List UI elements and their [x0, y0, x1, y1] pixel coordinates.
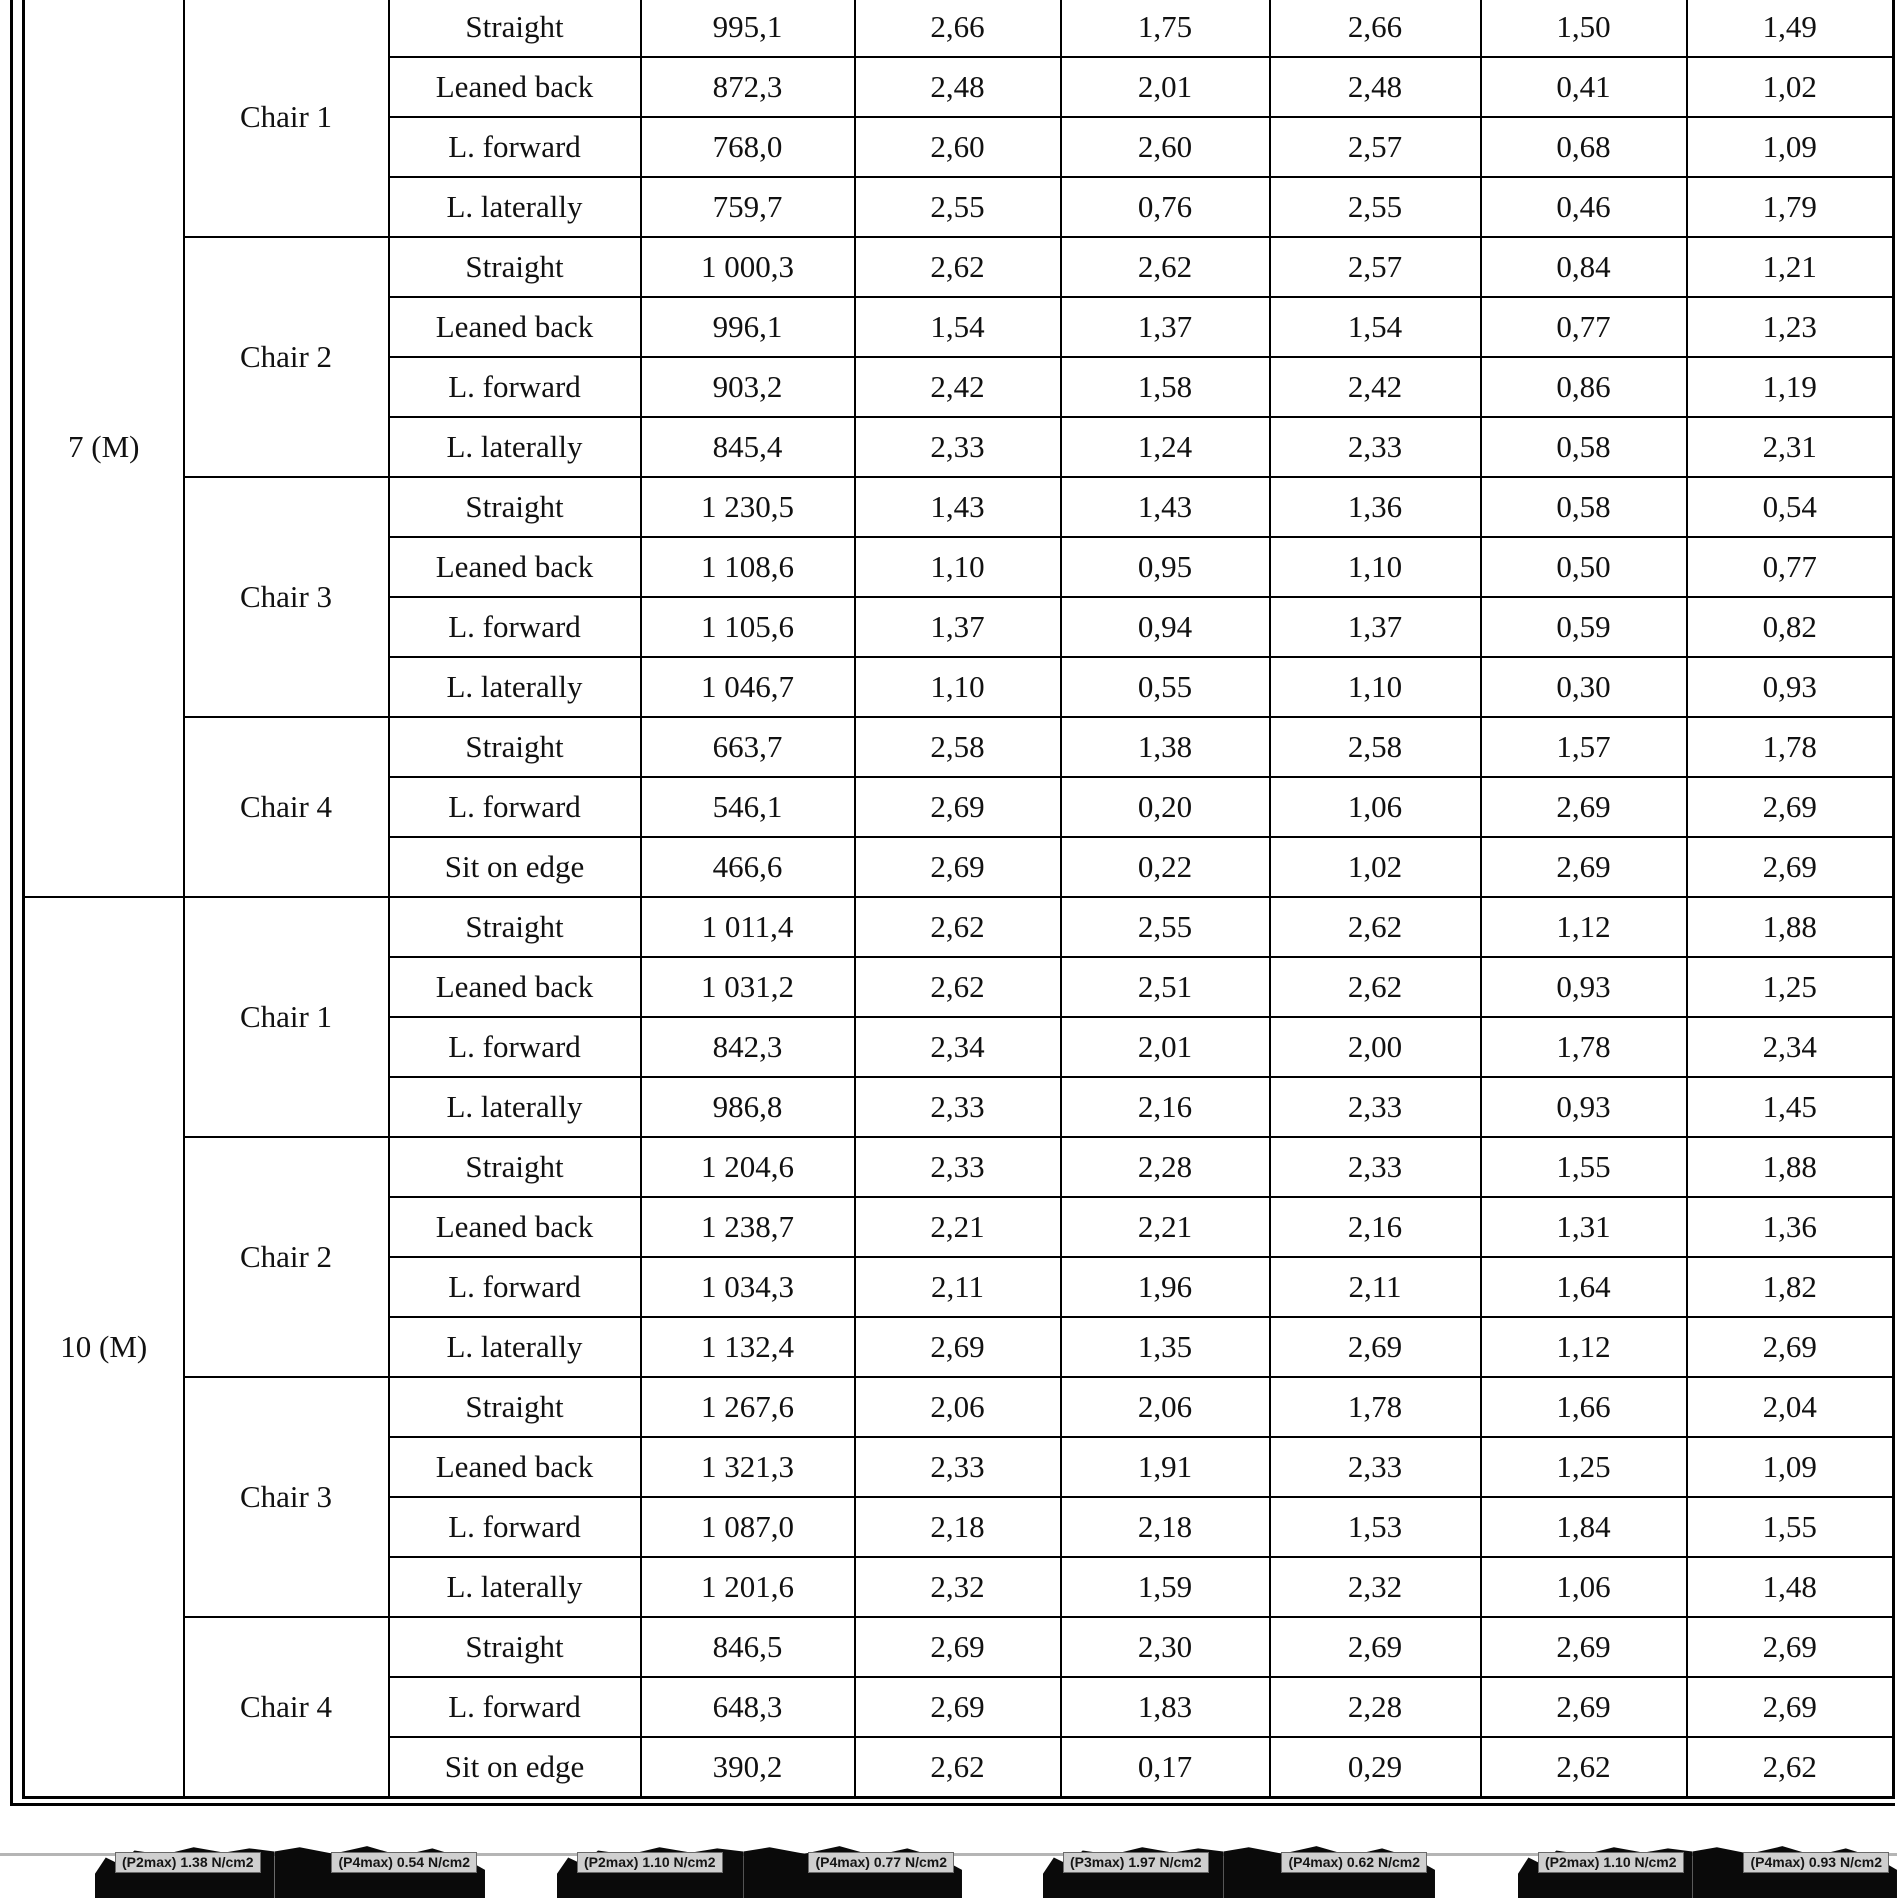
- pressure-value-cell: 2,33: [1270, 1437, 1481, 1497]
- force-cell: 1 267,6: [641, 1377, 855, 1437]
- table-row: [24, 1617, 1894, 1677]
- pressure-value-cell: 0,68: [1481, 117, 1687, 177]
- pressure-value-cell: 1,25: [1481, 1437, 1687, 1497]
- pressure-value-cell: 2,34: [855, 1017, 1061, 1077]
- pressure-max-label: (P4max) 0.77 N/cm2: [808, 1852, 954, 1873]
- table-row: [24, 477, 1894, 537]
- pressure-value-cell: 0,59: [1481, 597, 1687, 657]
- pressure-value-cell: 1,02: [1687, 57, 1894, 117]
- pressure-value-cell: 1,50: [1481, 0, 1687, 57]
- pressure-max-label: (P2max) 1.10 N/cm2: [1538, 1852, 1684, 1873]
- pressure-value-cell: 2,69: [855, 777, 1061, 837]
- posture-cell: L. forward: [389, 1017, 641, 1077]
- posture-cell: L. laterally: [389, 177, 641, 237]
- posture-cell: Sit on edge: [389, 837, 641, 897]
- posture-cell: L. forward: [389, 1257, 641, 1317]
- force-cell: 759,7: [641, 177, 855, 237]
- table-row: [24, 237, 1894, 297]
- posture-cell: L. laterally: [389, 1077, 641, 1137]
- pressure-value-cell: 2,69: [1687, 1317, 1894, 1377]
- posture-cell: Leaned back: [389, 957, 641, 1017]
- pressure-max-label: (P2max) 1.38 N/cm2: [115, 1852, 261, 1873]
- pressure-value-cell: 1,96: [1061, 1257, 1270, 1317]
- pressure-value-cell: 2,33: [1270, 1137, 1481, 1197]
- pressure-value-cell: 2,69: [855, 1617, 1061, 1677]
- pressure-value-cell: 0,54: [1687, 477, 1894, 537]
- pressure-value-cell: 1,06: [1270, 777, 1481, 837]
- pressure-value-cell: 2,62: [1270, 957, 1481, 1017]
- pressure-value-cell: 1,36: [1270, 477, 1481, 537]
- pressure-value-cell: 2,60: [855, 117, 1061, 177]
- pressure-value-cell: 1,09: [1687, 1437, 1894, 1497]
- force-cell: 1 238,7: [641, 1197, 855, 1257]
- force-cell: 546,1: [641, 777, 855, 837]
- pressure-value-cell: 1,79: [1687, 177, 1894, 237]
- posture-cell: Straight: [389, 717, 641, 777]
- subject-cell: 7 (M): [24, 0, 184, 897]
- table-bottom-double-rule: [13, 1799, 1895, 1806]
- force-cell: 996,1: [641, 297, 855, 357]
- pressure-value-cell: 2,58: [1270, 717, 1481, 777]
- pressure-value-cell: 2,69: [1687, 777, 1894, 837]
- pressure-value-cell: 2,69: [855, 1677, 1061, 1737]
- pressure-value-cell: 1,23: [1687, 297, 1894, 357]
- posture-cell: L. forward: [389, 597, 641, 657]
- pressure-value-cell: 2,11: [1270, 1257, 1481, 1317]
- posture-cell: L. laterally: [389, 657, 641, 717]
- pressure-value-cell: 1,82: [1687, 1257, 1894, 1317]
- pressure-value-cell: 0,77: [1481, 297, 1687, 357]
- pressure-value-cell: 2,28: [1270, 1677, 1481, 1737]
- pressure-value-cell: 1,78: [1270, 1377, 1481, 1437]
- pressure-value-cell: 1,10: [1270, 657, 1481, 717]
- pressure-value-cell: 0,93: [1481, 1077, 1687, 1137]
- pressure-value-cell: 1,06: [1481, 1557, 1687, 1617]
- chair-cell: Chair 2: [184, 237, 389, 477]
- force-cell: 1 000,3: [641, 237, 855, 297]
- pressure-value-cell: 2,62: [1687, 1737, 1894, 1798]
- posture-cell: Leaned back: [389, 1437, 641, 1497]
- posture-cell: L. forward: [389, 1497, 641, 1557]
- pressure-value-cell: 2,66: [1270, 0, 1481, 57]
- pressure-value-cell: 2,33: [1270, 417, 1481, 477]
- table-row: [24, 717, 1894, 777]
- pressure-table: [22, 0, 1895, 1799]
- pressure-value-cell: 2,21: [1061, 1197, 1270, 1257]
- pressure-value-cell: 2,18: [1061, 1497, 1270, 1557]
- chair-cell: Chair 2: [184, 1137, 389, 1377]
- pressure-value-cell: 0,50: [1481, 537, 1687, 597]
- pressure-value-cell: 1,75: [1061, 0, 1270, 57]
- pressure-value-cell: 2,04: [1687, 1377, 1894, 1437]
- pressure-value-cell: 1,88: [1687, 1137, 1894, 1197]
- pressure-max-label: (P2max) 1.10 N/cm2: [577, 1852, 723, 1873]
- pressure-value-cell: 2,69: [1481, 1617, 1687, 1677]
- pressure-value-cell: 2,57: [1270, 237, 1481, 297]
- pressure-value-cell: 1,24: [1061, 417, 1270, 477]
- table-row: [24, 1137, 1894, 1197]
- pressure-value-cell: 2,33: [855, 1077, 1061, 1137]
- pressure-value-cell: 2,42: [855, 357, 1061, 417]
- pressure-max-label: (P4max) 0.93 N/cm2: [1743, 1852, 1889, 1873]
- pressure-value-cell: 0,77: [1687, 537, 1894, 597]
- pressure-value-cell: 0,84: [1481, 237, 1687, 297]
- pressure-value-cell: 2,33: [1270, 1077, 1481, 1137]
- force-cell: 1 321,3: [641, 1437, 855, 1497]
- pressure-value-cell: 1,25: [1687, 957, 1894, 1017]
- pressure-value-cell: 0,20: [1061, 777, 1270, 837]
- force-cell: 1 034,3: [641, 1257, 855, 1317]
- posture-cell: Leaned back: [389, 297, 641, 357]
- force-cell: 986,8: [641, 1077, 855, 1137]
- force-cell: 1 105,6: [641, 597, 855, 657]
- pressure-value-cell: 2,62: [855, 957, 1061, 1017]
- pressure-value-cell: 0,93: [1687, 657, 1894, 717]
- pressure-value-cell: 2,69: [1687, 1617, 1894, 1677]
- pressure-value-cell: 2,32: [855, 1557, 1061, 1617]
- pressure-value-cell: 0,22: [1061, 837, 1270, 897]
- force-cell: 1 132,4: [641, 1317, 855, 1377]
- pressure-value-cell: 1,49: [1687, 0, 1894, 57]
- pressure-value-cell: 1,37: [1270, 597, 1481, 657]
- pressure-value-cell: 0,94: [1061, 597, 1270, 657]
- pressure-value-cell: 0,30: [1481, 657, 1687, 717]
- pressure-value-cell: 2,01: [1061, 1017, 1270, 1077]
- posture-cell: L. forward: [389, 117, 641, 177]
- pressure-value-cell: 0,41: [1481, 57, 1687, 117]
- posture-cell: Straight: [389, 1137, 641, 1197]
- force-cell: 872,3: [641, 57, 855, 117]
- pressure-value-cell: 1,43: [1061, 477, 1270, 537]
- pressure-value-cell: 2,69: [855, 1317, 1061, 1377]
- pressure-value-cell: 2,58: [855, 717, 1061, 777]
- pressure-value-cell: 0,58: [1481, 477, 1687, 537]
- pressure-value-cell: 0,17: [1061, 1737, 1270, 1798]
- pressure-value-cell: 1,12: [1481, 1317, 1687, 1377]
- pressure-value-cell: 2,31: [1687, 417, 1894, 477]
- pressure-value-cell: 0,58: [1481, 417, 1687, 477]
- pressure-value-cell: 2,11: [855, 1257, 1061, 1317]
- pressure-value-cell: 1,09: [1687, 117, 1894, 177]
- pressure-value-cell: 2,57: [1270, 117, 1481, 177]
- posture-cell: L. forward: [389, 1677, 641, 1737]
- pressure-value-cell: 2,69: [1687, 1677, 1894, 1737]
- pressure-value-cell: 2,60: [1061, 117, 1270, 177]
- posture-cell: L. forward: [389, 777, 641, 837]
- pressure-value-cell: 1,10: [855, 657, 1061, 717]
- pressure-map-figure-strip: [0, 1840, 1897, 1898]
- pressure-value-cell: 1,84: [1481, 1497, 1687, 1557]
- force-cell: 845,4: [641, 417, 855, 477]
- pressure-value-cell: 2,06: [1061, 1377, 1270, 1437]
- pressure-value-cell: 1,54: [1270, 297, 1481, 357]
- pressure-value-cell: 2,33: [855, 1137, 1061, 1197]
- posture-cell: Straight: [389, 1617, 641, 1677]
- pressure-value-cell: 2,62: [855, 1737, 1061, 1798]
- pressure-value-cell: 1,78: [1481, 1017, 1687, 1077]
- pressure-value-cell: 1,19: [1687, 357, 1894, 417]
- pressure-value-cell: 1,10: [1270, 537, 1481, 597]
- force-cell: 846,5: [641, 1617, 855, 1677]
- chair-cell: Chair 3: [184, 1377, 389, 1617]
- force-cell: 663,7: [641, 717, 855, 777]
- pressure-value-cell: 1,83: [1061, 1677, 1270, 1737]
- pressure-value-cell: 2,69: [1270, 1617, 1481, 1677]
- force-cell: 1 031,2: [641, 957, 855, 1017]
- pressure-value-cell: 2,66: [855, 0, 1061, 57]
- posture-cell: Leaned back: [389, 57, 641, 117]
- pressure-value-cell: 1,45: [1687, 1077, 1894, 1137]
- pressure-value-cell: 1,55: [1687, 1497, 1894, 1557]
- pressure-value-cell: 2,33: [855, 417, 1061, 477]
- pressure-value-cell: 2,69: [855, 837, 1061, 897]
- pressure-value-cell: 2,34: [1687, 1017, 1894, 1077]
- chair-cell: Chair 3: [184, 477, 389, 717]
- pressure-value-cell: 2,69: [1270, 1317, 1481, 1377]
- pressure-value-cell: 2,62: [855, 237, 1061, 297]
- pressure-value-cell: 1,59: [1061, 1557, 1270, 1617]
- table-row: [24, 0, 1894, 57]
- posture-cell: Straight: [389, 1377, 641, 1437]
- pressure-value-cell: 1,35: [1061, 1317, 1270, 1377]
- pressure-value-cell: 1,78: [1687, 717, 1894, 777]
- pressure-value-cell: 2,55: [1270, 177, 1481, 237]
- posture-cell: L. laterally: [389, 1317, 641, 1377]
- force-cell: 842,3: [641, 1017, 855, 1077]
- chair-cell: Chair 1: [184, 0, 389, 237]
- posture-cell: Sit on edge: [389, 1737, 641, 1798]
- posture-cell: L. laterally: [389, 1557, 641, 1617]
- pressure-value-cell: 0,55: [1061, 657, 1270, 717]
- pressure-value-cell: 2,28: [1061, 1137, 1270, 1197]
- pressure-value-cell: 1,36: [1687, 1197, 1894, 1257]
- pressure-table-container: [10, 0, 1895, 1806]
- pressure-value-cell: 1,64: [1481, 1257, 1687, 1317]
- subject-cell: 10 (M): [24, 897, 184, 1798]
- force-cell: 390,2: [641, 1737, 855, 1798]
- table-row: [24, 897, 1894, 957]
- pressure-max-label: (P3max) 1.97 N/cm2: [1063, 1852, 1209, 1873]
- pressure-value-cell: 1,21: [1687, 237, 1894, 297]
- pressure-max-label: (P4max) 0.54 N/cm2: [331, 1852, 477, 1873]
- pressure-value-cell: 2,18: [855, 1497, 1061, 1557]
- pressure-max-label: (P4max) 0.62 N/cm2: [1281, 1852, 1427, 1873]
- pressure-value-cell: 2,06: [855, 1377, 1061, 1437]
- pressure-value-cell: 1,37: [855, 597, 1061, 657]
- chair-cell: Chair 4: [184, 1617, 389, 1798]
- pressure-value-cell: 2,16: [1061, 1077, 1270, 1137]
- force-cell: 1 087,0: [641, 1497, 855, 1557]
- force-cell: 1 204,6: [641, 1137, 855, 1197]
- force-cell: 1 011,4: [641, 897, 855, 957]
- pressure-value-cell: 0,46: [1481, 177, 1687, 237]
- pressure-map-image-2: [557, 1840, 962, 1898]
- posture-cell: Straight: [389, 897, 641, 957]
- pressure-value-cell: 2,69: [1481, 837, 1687, 897]
- posture-cell: Straight: [389, 477, 641, 537]
- pressure-value-cell: 2,21: [855, 1197, 1061, 1257]
- force-cell: 1 046,7: [641, 657, 855, 717]
- pressure-value-cell: 1,31: [1481, 1197, 1687, 1257]
- posture-cell: Leaned back: [389, 1197, 641, 1257]
- pressure-value-cell: 2,62: [1061, 237, 1270, 297]
- posture-cell: Straight: [389, 0, 641, 57]
- pressure-value-cell: 0,86: [1481, 357, 1687, 417]
- pressure-value-cell: 2,69: [1687, 837, 1894, 897]
- force-cell: 1 201,6: [641, 1557, 855, 1617]
- chair-cell: Chair 4: [184, 717, 389, 897]
- force-cell: 768,0: [641, 117, 855, 177]
- chair-cell: Chair 1: [184, 897, 389, 1137]
- pressure-value-cell: 1,43: [855, 477, 1061, 537]
- force-cell: 903,2: [641, 357, 855, 417]
- force-cell: 995,1: [641, 0, 855, 57]
- pressure-value-cell: 2,48: [855, 57, 1061, 117]
- pressure-map-image-3: [1043, 1840, 1435, 1898]
- force-cell: 648,3: [641, 1677, 855, 1737]
- pressure-value-cell: 1,55: [1481, 1137, 1687, 1197]
- force-cell: 466,6: [641, 837, 855, 897]
- pressure-value-cell: 1,53: [1270, 1497, 1481, 1557]
- pressure-value-cell: 1,88: [1687, 897, 1894, 957]
- pressure-value-cell: 2,55: [1061, 897, 1270, 957]
- pressure-value-cell: 2,51: [1061, 957, 1270, 1017]
- pressure-value-cell: 0,76: [1061, 177, 1270, 237]
- pressure-value-cell: 1,38: [1061, 717, 1270, 777]
- pressure-map-image-1: [95, 1840, 485, 1898]
- pressure-value-cell: 1,02: [1270, 837, 1481, 897]
- pressure-value-cell: 1,57: [1481, 717, 1687, 777]
- pressure-value-cell: 1,58: [1061, 357, 1270, 417]
- pressure-value-cell: 0,93: [1481, 957, 1687, 1017]
- force-cell: 1 230,5: [641, 477, 855, 537]
- pressure-value-cell: 2,16: [1270, 1197, 1481, 1257]
- pressure-value-cell: 2,62: [855, 897, 1061, 957]
- posture-cell: L. forward: [389, 357, 641, 417]
- pressure-value-cell: 2,33: [855, 1437, 1061, 1497]
- pressure-value-cell: 2,62: [1481, 1737, 1687, 1798]
- pressure-value-cell: 2,55: [855, 177, 1061, 237]
- pressure-value-cell: 0,29: [1270, 1737, 1481, 1798]
- pressure-value-cell: 2,30: [1061, 1617, 1270, 1677]
- pressure-value-cell: 2,42: [1270, 357, 1481, 417]
- pressure-value-cell: 2,62: [1270, 897, 1481, 957]
- pressure-value-cell: 2,00: [1270, 1017, 1481, 1077]
- pressure-value-cell: 2,69: [1481, 777, 1687, 837]
- pressure-map-image-4: [1518, 1840, 1897, 1898]
- pressure-value-cell: 1,37: [1061, 297, 1270, 357]
- posture-cell: Straight: [389, 237, 641, 297]
- force-cell: 1 108,6: [641, 537, 855, 597]
- pressure-value-cell: 1,91: [1061, 1437, 1270, 1497]
- table-row: [24, 1377, 1894, 1437]
- pressure-value-cell: 1,10: [855, 537, 1061, 597]
- pressure-value-cell: 2,32: [1270, 1557, 1481, 1617]
- posture-cell: L. laterally: [389, 417, 641, 477]
- pressure-value-cell: 1,66: [1481, 1377, 1687, 1437]
- posture-cell: Leaned back: [389, 537, 641, 597]
- pressure-value-cell: 2,69: [1481, 1677, 1687, 1737]
- pressure-value-cell: 1,48: [1687, 1557, 1894, 1617]
- pressure-value-cell: 0,95: [1061, 537, 1270, 597]
- pressure-value-cell: 0,82: [1687, 597, 1894, 657]
- pressure-table-body: [24, 0, 1894, 1798]
- pressure-value-cell: 1,12: [1481, 897, 1687, 957]
- pressure-value-cell: 1,54: [855, 297, 1061, 357]
- pressure-value-cell: 2,48: [1270, 57, 1481, 117]
- pressure-value-cell: 2,01: [1061, 57, 1270, 117]
